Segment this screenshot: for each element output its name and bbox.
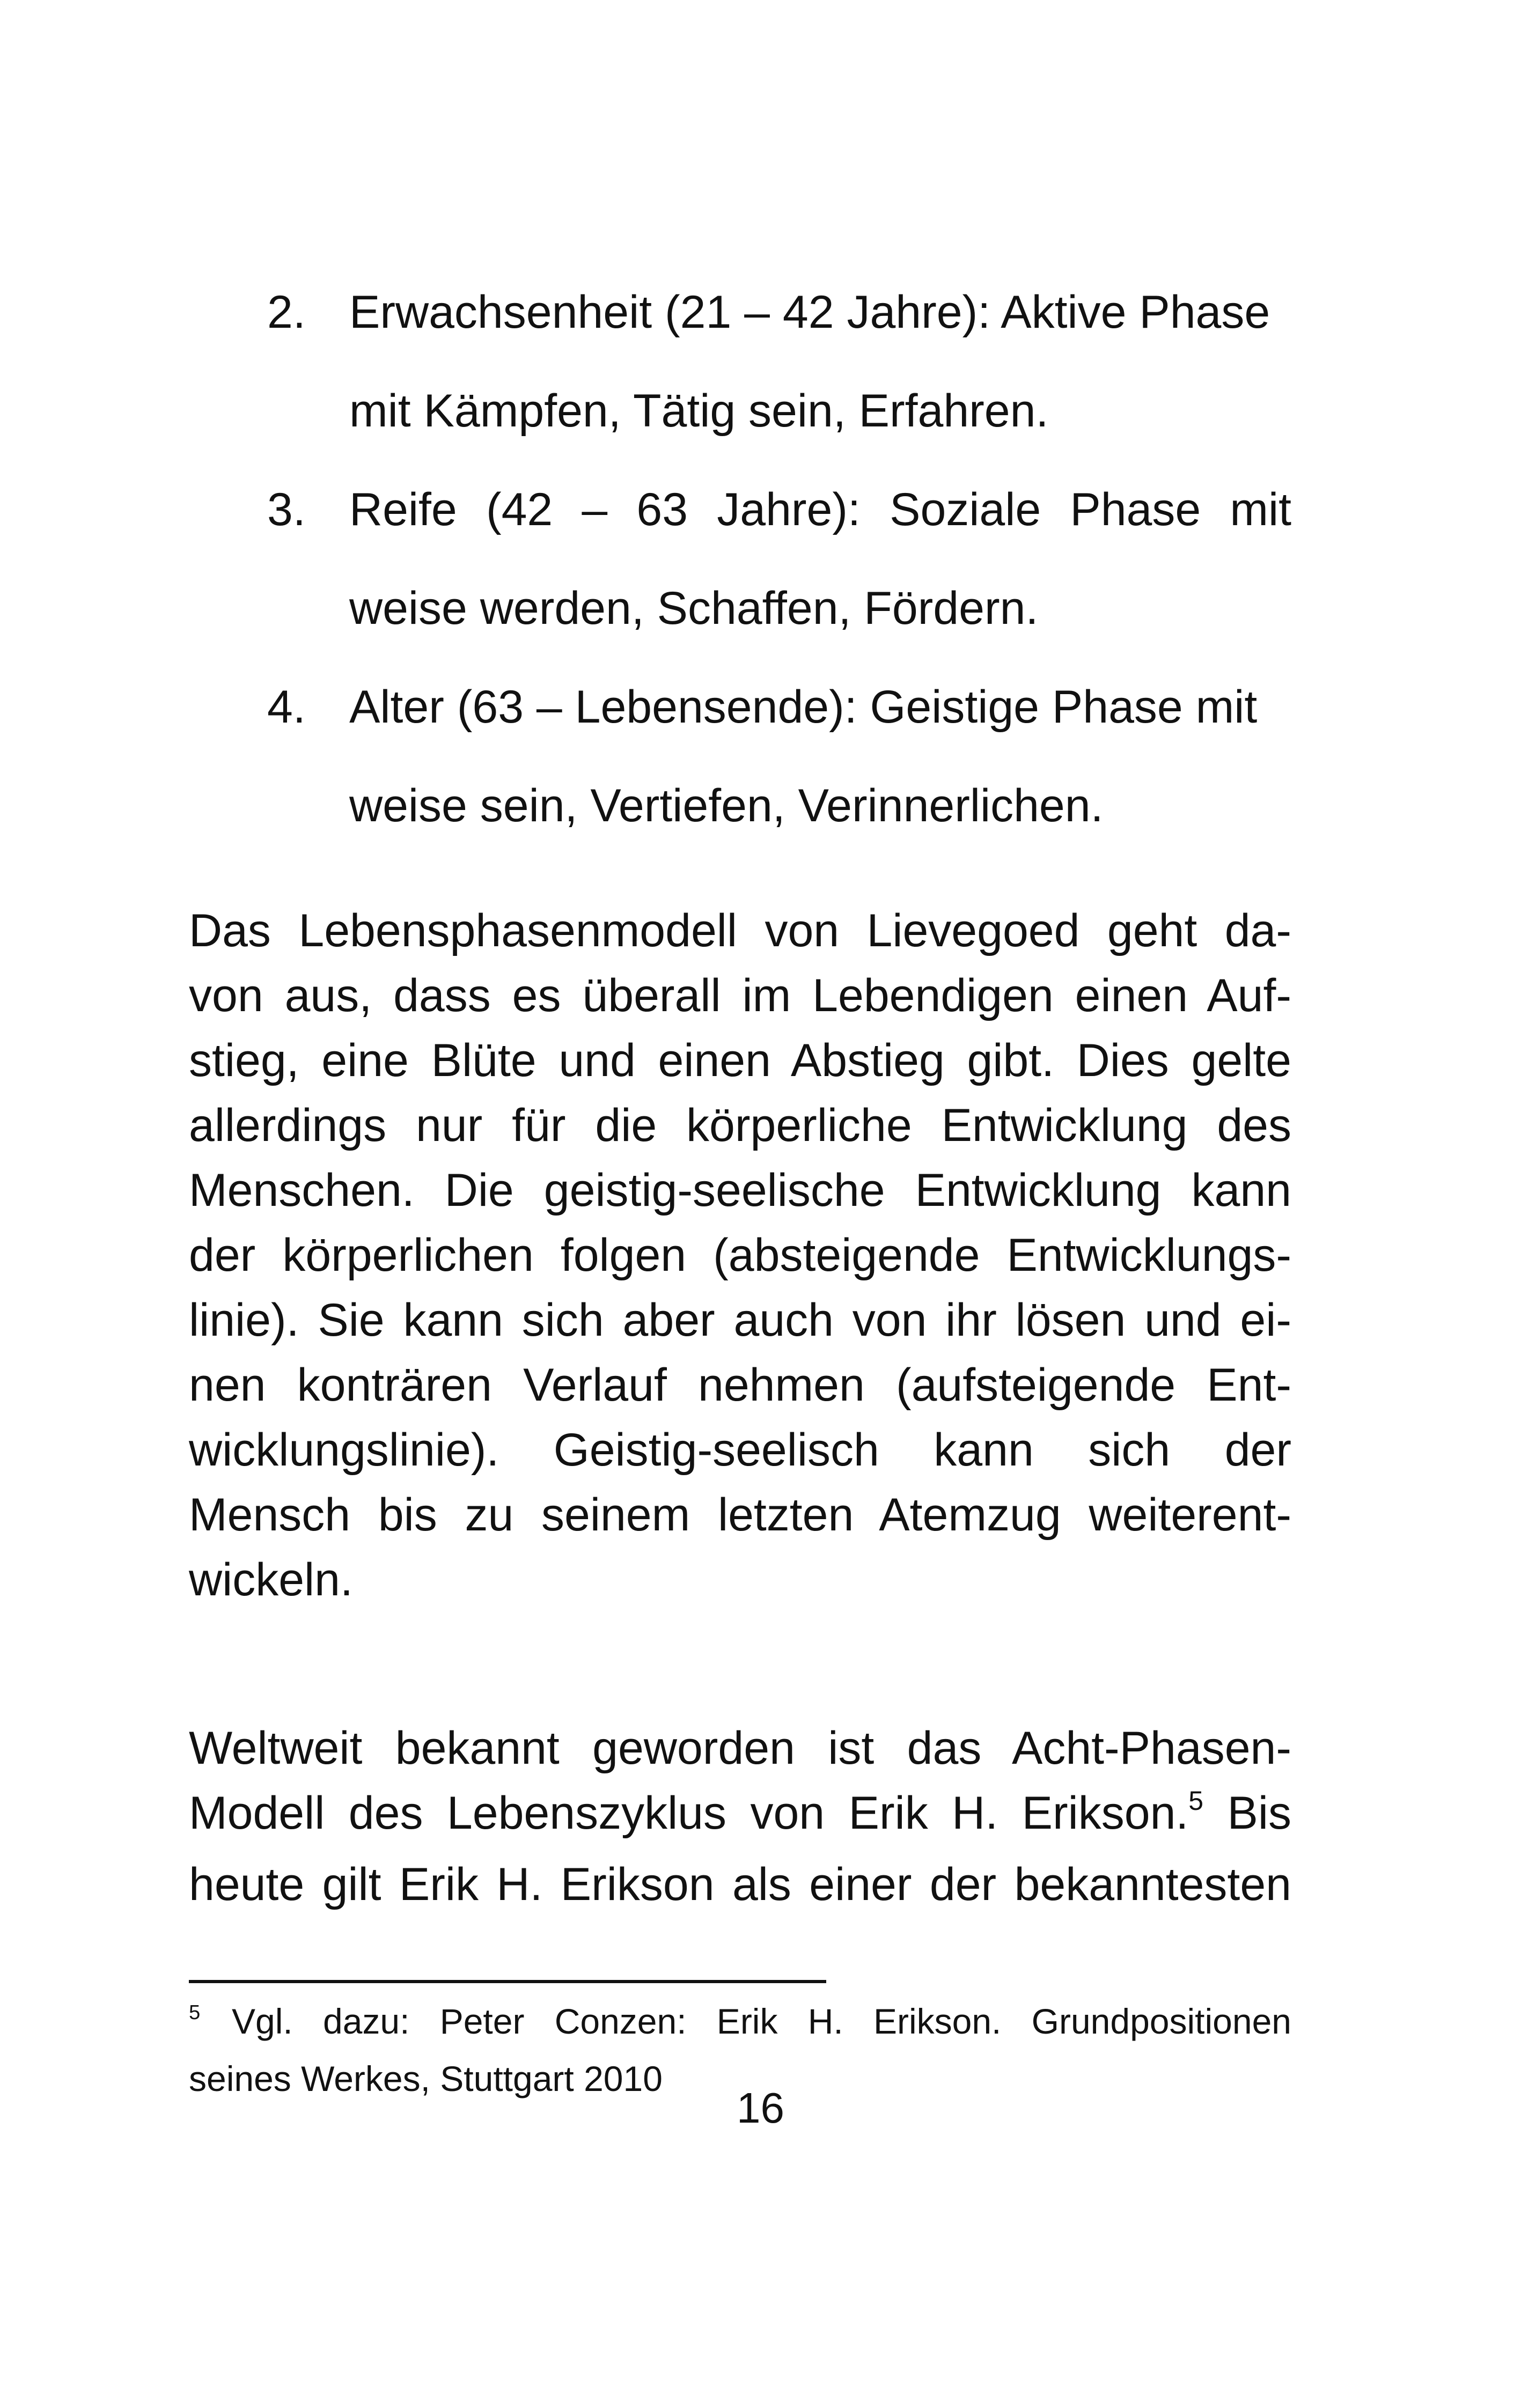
paragraph-line: Weltweit bekannt geworden ist das Acht-Phasen- <box>189 1722 1291 1774</box>
list-item-line: weise sein, Vertiefen, Verinnerlichen. <box>349 780 1104 831</box>
paragraph-text: Modell des Lebenszyklus von Erik H. Erikson. <box>189 1787 1189 1839</box>
paragraph-line: von aus, dass es überall im Lebendigen einen Auf- <box>189 970 1291 1021</box>
paragraph-line: stieg, eine Blüte und einen Abstieg gibt. Dies gelte <box>189 1035 1291 1086</box>
paragraph-line: allerdings nur für die körperliche Entwicklung des <box>189 1100 1291 1151</box>
page-number: 16 <box>737 2084 784 2132</box>
footnote-reference: 5 <box>1188 1786 1204 1816</box>
paragraph-line: Menschen. Die geistig-seelische Entwicklung kann <box>189 1165 1291 1216</box>
footnote-marker: 5 <box>189 2001 201 2024</box>
list-item-line: Alter (63 – Lebensende): Geistige Phase mit <box>349 681 1258 733</box>
paragraph-text: Bis <box>1203 1787 1291 1839</box>
list-item <box>189 263 1291 460</box>
paragraph-line: der körperlichen folgen (absteigende Entwicklungs- <box>189 1229 1291 1281</box>
list-item-line: mit Kämpfen, Tätig sein, Erfahren. <box>349 385 1049 437</box>
footnote-text: Vgl. dazu: Peter Conzen: Erik H. Erikson. Grundpositionen <box>232 2001 1291 2041</box>
footnote-line <box>189 1995 1291 2053</box>
paragraph-erikson <box>189 1716 1291 1917</box>
footnote-line: seines Werkes, Stuttgart 2010 <box>189 2059 663 2098</box>
paragraph-line: linie). Sie kann sich aber auch von ihr lösen und ei- <box>189 1294 1291 1346</box>
paragraph-line: Das Lebensphasenmodell von Lievegoed geht da- <box>189 905 1291 956</box>
paragraph-line: Mensch bis zu seinem letzten Atemzug weiterent- <box>189 1489 1291 1541</box>
footnote-divider <box>189 1980 826 1983</box>
paragraph-line <box>189 1781 1291 1852</box>
list-item-number: 4. <box>267 681 306 733</box>
list-item-line: weise werden, Schaffen, Fördern. <box>349 583 1039 634</box>
list-item-line: Reife (42 – 63 Jahre): Soziale Phase mit <box>349 484 1291 535</box>
list-item-line: Erwachsenheit (21 – 42 Jahre): Aktive Phase <box>349 286 1270 338</box>
paragraph-line: heute gilt Erik H. Erikson als einer der bekanntesten <box>189 1859 1291 1910</box>
life-phases-list <box>189 263 1291 855</box>
paragraph-line: wickeln. <box>189 1554 353 1606</box>
paragraph-line: nen konträren Verlauf nehmen (aufsteigende Ent- <box>189 1359 1291 1411</box>
list-item-number: 3. <box>267 484 306 535</box>
paragraph-lievegoed <box>189 899 1291 1612</box>
list-item <box>189 658 1291 855</box>
list-item <box>189 460 1291 658</box>
list-item-number: 2. <box>267 286 306 338</box>
paragraph-line: wicklungslinie). Geistig-seelisch kann sich der <box>189 1424 1291 1476</box>
